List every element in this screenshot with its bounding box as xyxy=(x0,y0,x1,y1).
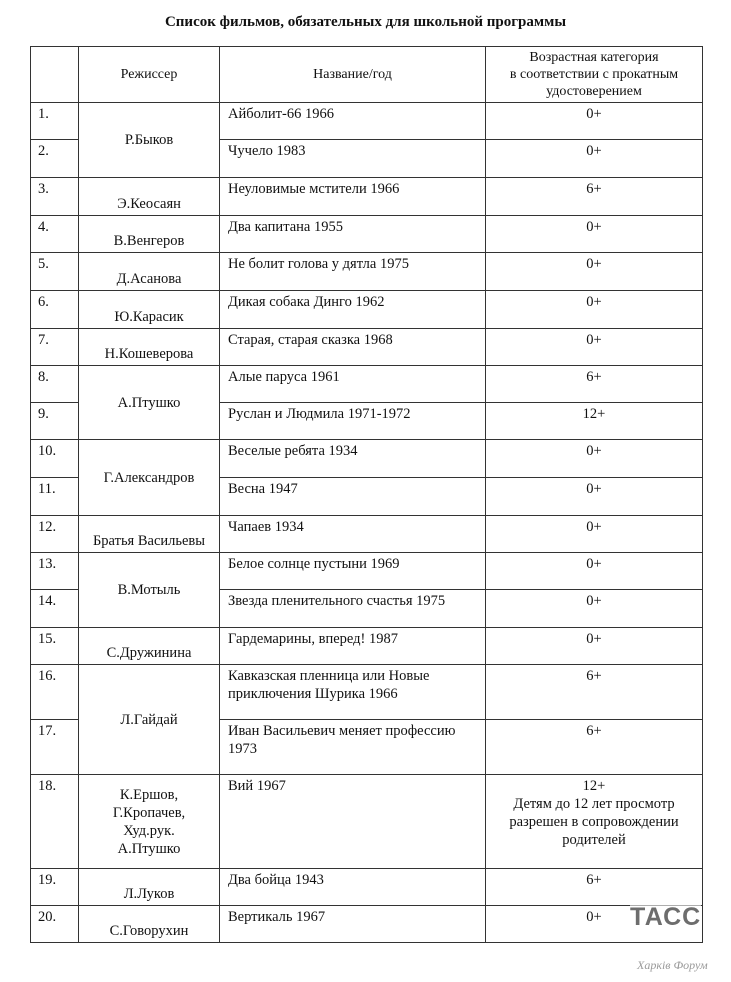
film-title: Два капитана 1955 xyxy=(228,219,343,235)
director-name: Э.Кеосаян xyxy=(117,196,181,212)
director-cell xyxy=(79,665,220,775)
age-rating: 0+ xyxy=(586,593,602,609)
film-title: Старая, старая сказка 1968 xyxy=(228,332,393,348)
film-number: 7. xyxy=(31,329,79,366)
age-rating: 6+ xyxy=(586,369,602,385)
film-title-cell xyxy=(220,366,486,403)
director-name: Н.Кошеверова xyxy=(104,346,194,362)
table-row xyxy=(31,516,703,553)
director-cell xyxy=(79,553,220,628)
director-cell xyxy=(79,516,220,553)
age-rating: 0+ xyxy=(586,556,602,572)
film-title: Алые паруса 1961 xyxy=(228,369,340,385)
age-rating-cell xyxy=(486,178,703,216)
table-row xyxy=(31,906,703,943)
films-table xyxy=(30,46,703,943)
film-title: приключения Шурика 1966 xyxy=(228,686,398,702)
film-number: 15. xyxy=(31,628,79,665)
director-name: А.Птушко xyxy=(117,840,181,857)
table-row xyxy=(31,775,703,869)
director-cell xyxy=(79,216,220,253)
director-cell xyxy=(79,103,220,178)
film-title-cell xyxy=(220,140,486,178)
film-title-cell xyxy=(220,775,486,869)
age-rating: 0+ xyxy=(586,443,602,459)
age-rating-cell xyxy=(486,253,703,291)
film-number: 18. xyxy=(31,775,79,869)
film-title: Неуловимые мстители 1966 xyxy=(228,181,400,197)
film-title-cell xyxy=(220,178,486,216)
tass-logo: ТАСС xyxy=(630,903,702,931)
age-rating: разрешен в сопровождении xyxy=(509,814,679,830)
film-title-cell xyxy=(220,291,486,329)
film-title-cell xyxy=(220,403,486,440)
film-number: 2. xyxy=(31,140,79,178)
film-title: 1973 xyxy=(228,741,257,757)
film-title-cell xyxy=(220,553,486,590)
film-title: Дикая собака Динго 1962 xyxy=(228,294,385,310)
director-name: Г.Александров xyxy=(103,469,195,486)
film-number: 11. xyxy=(31,478,79,516)
age-rating-cell xyxy=(486,775,703,869)
age-rating: 0+ xyxy=(586,909,602,925)
film-number: 20. xyxy=(31,906,79,943)
film-title: Вий 1967 xyxy=(228,778,286,794)
age-rating: 0+ xyxy=(586,219,602,235)
film-title: Айболит-66 1966 xyxy=(228,106,334,122)
age-rating-cell xyxy=(486,140,703,178)
film-title: Руслан и Людмила 1971-1972 xyxy=(228,406,411,422)
table-row xyxy=(31,253,703,291)
film-title: Веселые ребята 1934 xyxy=(228,443,358,459)
film-title-cell xyxy=(220,665,486,720)
film-title: Не болит голова у дятла 1975 xyxy=(228,256,409,272)
age-rating-cell xyxy=(486,478,703,516)
age-rating: родителей xyxy=(562,832,626,848)
age-rating-cell xyxy=(486,440,703,478)
film-number: 14. xyxy=(31,590,79,628)
age-rating-cell xyxy=(486,366,703,403)
film-number: 1. xyxy=(31,103,79,140)
age-rating-cell xyxy=(486,103,703,140)
forum-watermark: Харків Форум xyxy=(637,958,708,972)
film-title: Иван Васильевич меняет профессию xyxy=(228,723,456,739)
age-rating-cell xyxy=(486,553,703,590)
director-cell xyxy=(79,366,220,440)
age-rating: 6+ xyxy=(586,181,602,197)
film-title-cell xyxy=(220,216,486,253)
film-number: 12. xyxy=(31,516,79,553)
film-title-cell xyxy=(220,906,486,943)
director-name: Ю.Карасик xyxy=(114,309,184,325)
director-name: В.Венгеров xyxy=(113,233,185,249)
header-title: Название/год xyxy=(220,47,486,103)
director-name: Братья Васильевы xyxy=(92,533,206,549)
age-rating-cell xyxy=(486,216,703,253)
director-cell xyxy=(79,253,220,291)
director-name: Р.Быков xyxy=(124,132,174,148)
film-title-cell xyxy=(220,869,486,906)
table-header-row xyxy=(31,47,703,103)
age-rating-cell xyxy=(486,329,703,366)
age-rating: 0+ xyxy=(586,332,602,348)
table-row xyxy=(31,103,703,140)
header-number xyxy=(31,47,79,103)
film-number: 17. xyxy=(31,720,79,775)
table-row xyxy=(31,553,703,590)
film-number: 4. xyxy=(31,216,79,253)
film-title-cell xyxy=(220,720,486,775)
table-row xyxy=(31,216,703,253)
age-rating-cell xyxy=(486,291,703,329)
age-rating-cell xyxy=(486,403,703,440)
age-rating: Детям до 12 лет просмотр xyxy=(513,796,675,812)
table-row xyxy=(31,869,703,906)
film-title: Весна 1947 xyxy=(228,481,298,497)
header-director: Режиссер xyxy=(79,47,220,103)
age-rating: 0+ xyxy=(586,481,602,497)
film-title-cell xyxy=(220,440,486,478)
director-name: В.Мотыль xyxy=(117,582,181,598)
director-cell xyxy=(79,329,220,366)
film-number: 13. xyxy=(31,553,79,590)
film-title-cell xyxy=(220,329,486,366)
film-number: 19. xyxy=(31,869,79,906)
table-row xyxy=(31,440,703,478)
film-title: Кавказская пленница или Новые xyxy=(228,668,430,684)
director-cell xyxy=(79,775,220,869)
director-name: С.Дружинина xyxy=(106,645,192,661)
film-number: 3. xyxy=(31,178,79,216)
director-cell xyxy=(79,291,220,329)
film-title: Чапаев 1934 xyxy=(228,519,304,535)
film-number: 9. xyxy=(31,403,79,440)
age-rating: 0+ xyxy=(586,106,602,122)
films-table-body xyxy=(31,103,703,943)
table-row xyxy=(31,366,703,403)
director-cell xyxy=(79,628,220,665)
table-row xyxy=(31,628,703,665)
age-rating: 0+ xyxy=(586,631,602,647)
film-title: Вертикаль 1967 xyxy=(228,909,326,925)
age-rating: 0+ xyxy=(586,256,602,272)
director-name: Г.Кропачев, xyxy=(112,804,186,821)
age-rating: 12+ xyxy=(582,778,606,794)
age-rating-cell xyxy=(486,516,703,553)
director-name: К.Ершов, xyxy=(119,786,179,803)
director-cell xyxy=(79,178,220,216)
film-title: Гардемарины, вперед! 1987 xyxy=(228,631,398,647)
age-rating: 6+ xyxy=(586,668,602,684)
director-name: Д.Асанова xyxy=(116,271,182,287)
director-name: А.Птушко xyxy=(117,394,181,411)
header-age-line: удостоверением xyxy=(546,84,642,99)
film-title: Белое солнце пустыни 1969 xyxy=(228,556,400,572)
film-title: Звезда пленительного счастья 1975 xyxy=(228,593,446,609)
film-title: Два бойца 1943 xyxy=(228,872,324,888)
age-rating-cell xyxy=(486,628,703,665)
film-number: 8. xyxy=(31,366,79,403)
document-title: Список фильмов, обязательных для школьной программы xyxy=(164,14,567,30)
age-rating: 0+ xyxy=(586,143,602,159)
film-title-cell xyxy=(220,516,486,553)
age-rating: 12+ xyxy=(582,406,606,422)
director-name: С.Говорухин xyxy=(109,923,189,939)
director-name: Л.Луков xyxy=(123,886,175,902)
age-rating: 0+ xyxy=(586,294,602,310)
film-title-cell xyxy=(220,628,486,665)
table-row xyxy=(31,291,703,329)
film-title-cell xyxy=(220,253,486,291)
age-rating: 6+ xyxy=(586,872,602,888)
header-age-category xyxy=(486,47,703,103)
film-number: 16. xyxy=(31,665,79,720)
director-name: Худ.рук. xyxy=(123,822,175,839)
film-title: Чучело 1983 xyxy=(228,143,306,159)
header-age-line: в соответствии с прокатным xyxy=(509,67,679,82)
director-cell xyxy=(79,906,220,943)
director-cell xyxy=(79,440,220,516)
film-number: 6. xyxy=(31,291,79,329)
age-rating-cell xyxy=(486,665,703,720)
table-row xyxy=(31,178,703,216)
age-rating: 6+ xyxy=(586,723,602,739)
film-title-cell xyxy=(220,478,486,516)
header-age-line: Возрастная категория xyxy=(529,50,659,65)
film-title-cell xyxy=(220,103,486,140)
table-row xyxy=(31,329,703,366)
film-number: 5. xyxy=(31,253,79,291)
film-title-cell xyxy=(220,590,486,628)
table-row xyxy=(31,665,703,720)
age-rating-cell xyxy=(486,720,703,775)
film-number: 10. xyxy=(31,440,79,478)
director-cell xyxy=(79,869,220,906)
age-rating-cell xyxy=(486,590,703,628)
age-rating: 0+ xyxy=(586,519,602,535)
age-rating-cell xyxy=(486,869,703,906)
director-name: Л.Гайдай xyxy=(120,711,178,728)
